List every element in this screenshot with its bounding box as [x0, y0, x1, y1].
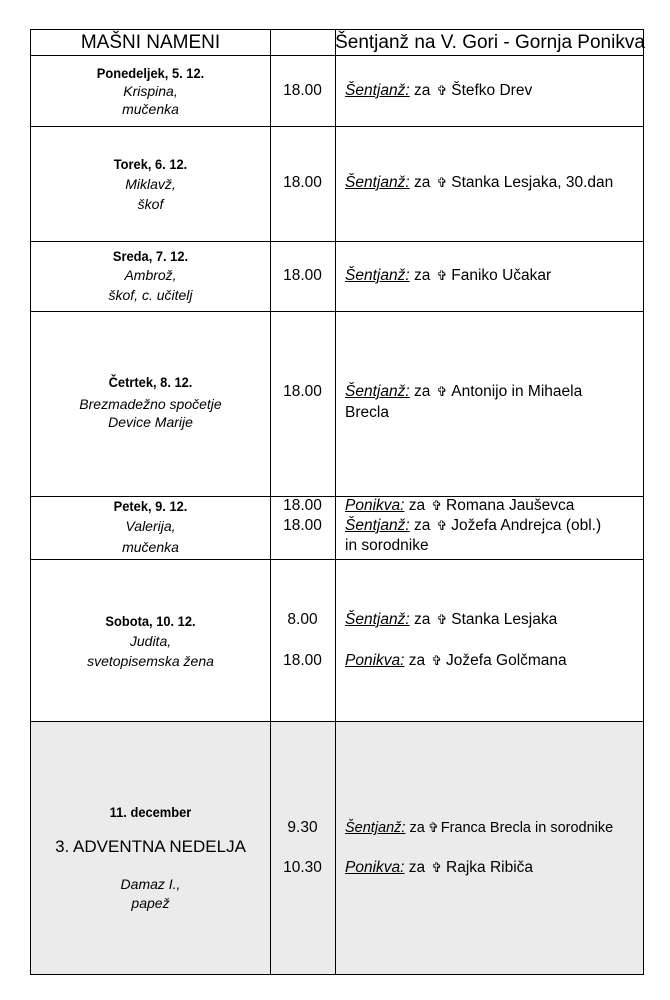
header-right-title: Šentjanž na V. Gori - Gornja Ponikva	[335, 32, 645, 53]
saint-line: Krispina,	[123, 83, 178, 99]
mass-entry	[345, 859, 533, 877]
mass-za: za	[408, 497, 426, 514]
mass-intention: Stanka Lesjaka, 30.dan	[451, 174, 614, 191]
mass-entry	[345, 82, 532, 100]
cross-icon: ✞	[436, 175, 448, 190]
day-label: Sreda, 7. 12.	[112, 248, 189, 264]
saint-line: Brezmadežno spočetje	[79, 396, 222, 412]
day-label: Četrtek, 8. 12.	[108, 374, 193, 390]
mass-za: za	[413, 611, 431, 628]
mass-entry	[345, 819, 613, 837]
header-left-title: MAŠNI NAMENI	[80, 32, 221, 53]
mass-place: Ponikva:	[345, 652, 405, 669]
mass-place: Šentjanž:	[345, 820, 406, 836]
mass-time: 18.00	[283, 517, 322, 534]
row-divider-5	[31, 559, 643, 560]
feast-title: 3. ADVENTNA NEDELJA	[55, 837, 246, 856]
cross-icon: ✞	[436, 268, 448, 283]
cross-icon: ✞	[436, 612, 448, 627]
cross-icon: ✞	[436, 518, 448, 533]
saint-line: Damaz I.,	[120, 876, 181, 892]
mass-za: za	[408, 859, 426, 876]
day-label: 11. december	[109, 804, 192, 820]
cross-icon: ✞	[431, 498, 443, 513]
row-divider-6	[31, 721, 643, 722]
mass-intention: Jožefa Golčmana	[446, 652, 567, 669]
mass-place: Šentjanž:	[345, 82, 410, 99]
day-label: Sobota, 10. 12.	[105, 613, 196, 629]
day-label: Ponedeljek, 5. 12.	[96, 65, 205, 81]
mass-time: 18.00	[283, 652, 322, 669]
mass-entry	[345, 517, 601, 535]
mass-time: 9.30	[287, 819, 318, 836]
cross-icon: ✞	[436, 384, 448, 399]
mass-place: Ponikva:	[345, 859, 405, 876]
mass-time: 18.00	[283, 82, 322, 99]
cross-icon: ✞	[431, 860, 443, 875]
mass-entry	[345, 383, 582, 401]
mass-entry	[345, 611, 557, 629]
mass-place: Ponikva:	[345, 497, 405, 514]
mass-time: 18.00	[283, 174, 322, 191]
column-divider-2	[335, 30, 336, 974]
row-divider-3	[31, 311, 643, 312]
mass-intention: Stanka Lesjaka	[451, 611, 558, 628]
saint-line: papež	[131, 895, 170, 911]
saint-line: Miklavž,	[125, 176, 176, 192]
mass-time: 8.00	[287, 611, 318, 628]
mass-place: Šentjanž:	[345, 611, 410, 628]
saint-line: svetopisemska žena	[87, 653, 214, 669]
mass-entry	[345, 267, 551, 285]
mass-intention: Rajka Ribiča	[446, 859, 534, 876]
mass-intention: Franca Brecla in sorodnike	[440, 820, 614, 836]
saint-line: Valerija,	[125, 518, 176, 534]
mass-time: 10.30	[283, 859, 322, 876]
mass-za: za	[408, 652, 426, 669]
cross-icon: ✞	[436, 83, 448, 98]
mass-intention-continuation: in sorodnike	[345, 537, 429, 554]
mass-time: 18.00	[283, 383, 322, 400]
mass-intention: Romana Jauševca	[446, 497, 575, 514]
mass-place: Šentjanž:	[345, 517, 410, 534]
mass-time: 18.00	[283, 267, 322, 284]
mass-place: Šentjanž:	[345, 174, 410, 191]
saint-line: mučenka	[122, 101, 179, 117]
row-divider-1	[31, 126, 643, 127]
mass-intention: Antonijo in Mihaela	[451, 383, 583, 400]
row-divider-header	[31, 55, 643, 56]
saint-line: mučenka	[122, 539, 179, 555]
mass-za: za	[413, 517, 431, 534]
saint-line: škof, c. učitelj	[108, 287, 193, 303]
saint-line: Judita,	[129, 633, 172, 649]
mass-intention: Štefko Drev	[451, 82, 533, 99]
saint-line: Ambrož,	[124, 267, 177, 283]
mass-za: za	[413, 174, 431, 191]
mass-time: 18.00	[283, 497, 322, 514]
mass-place: Šentjanž:	[345, 267, 410, 284]
mass-intention-continuation: Brecla	[345, 404, 389, 421]
day-label: Petek, 9. 12.	[113, 498, 188, 514]
mass-intention: Jožefa Andrejca (obl.)	[451, 517, 602, 534]
cross-icon: ✞	[431, 653, 443, 668]
mass-intentions-table	[30, 29, 644, 975]
saint-line: škof	[137, 196, 164, 212]
mass-za: za	[409, 820, 425, 836]
cross-icon: ✞	[427, 820, 439, 835]
row-divider-2	[31, 241, 643, 242]
mass-intention: Faniko Učakar	[451, 267, 552, 284]
mass-entry	[345, 652, 567, 670]
saint-line: Device Marije	[108, 414, 193, 430]
mass-place: Šentjanž:	[345, 383, 410, 400]
mass-entry	[345, 174, 613, 192]
mass-entry	[345, 497, 574, 515]
mass-za: za	[413, 82, 431, 99]
mass-za: za	[413, 267, 431, 284]
day-label: Torek, 6. 12.	[113, 156, 188, 172]
mass-za: za	[413, 383, 431, 400]
